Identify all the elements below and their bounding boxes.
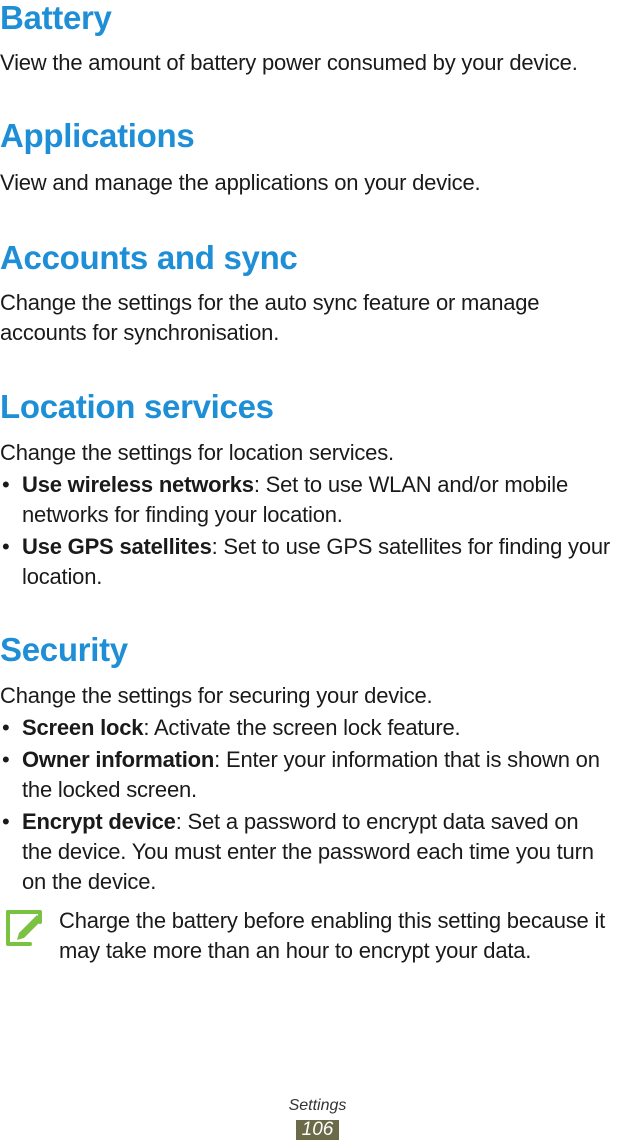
security-bullets: [0, 713, 633, 897]
section-applications: [0, 118, 633, 198]
heading-applications: Applications: [0, 117, 195, 154]
heading-location-services: Location services: [0, 388, 274, 425]
bullet-screen-lock: • Screen lock: Activate the screen lock feature.: [2, 715, 461, 740]
section-location-services: [0, 389, 633, 592]
location-bullets: [0, 470, 633, 592]
note-pencil-icon: [4, 906, 46, 948]
heading-accounts-sync: Accounts and sync: [0, 239, 298, 276]
text-accounts-sync: Change the settings for the auto sync feature or manage accounts for synchronisation.: [0, 290, 540, 345]
heading-security: Security: [0, 631, 128, 668]
note-text: Charge the battery before enabling this setting because it may take more than an hour to encrypt your data.: [59, 908, 606, 963]
text-applications: View and manage the applications on your device.: [0, 170, 481, 195]
bullet-use-wireless-networks: • Use wireless networks: Set to use WLAN and/or mobile networks for finding your location.: [2, 472, 568, 527]
section-security: [0, 632, 633, 897]
section-battery: [0, 0, 633, 78]
page-number: 106: [296, 1120, 340, 1140]
page-footer: [0, 1097, 633, 1140]
bullet-owner-information: • Owner information: Enter your information that is shown on the locked screen.: [2, 747, 600, 802]
bullet-use-gps-satellites: • Use GPS satellites: Set to use GPS satellites for finding your location.: [2, 534, 611, 589]
section-accounts-sync: [0, 240, 633, 348]
text-location-services: Change the settings for location services.: [0, 440, 394, 465]
bullet-encrypt-device: • Encrypt device: Set a password to encrypt data saved on the device. You must enter the password each time you turn on the device.: [2, 809, 594, 894]
heading-battery: Battery: [0, 0, 112, 36]
text-security: Change the settings for securing your device.: [0, 683, 433, 708]
text-battery: View the amount of battery power consumed by your device.: [0, 50, 578, 75]
footer-chapter: Settings: [288, 1097, 347, 1114]
